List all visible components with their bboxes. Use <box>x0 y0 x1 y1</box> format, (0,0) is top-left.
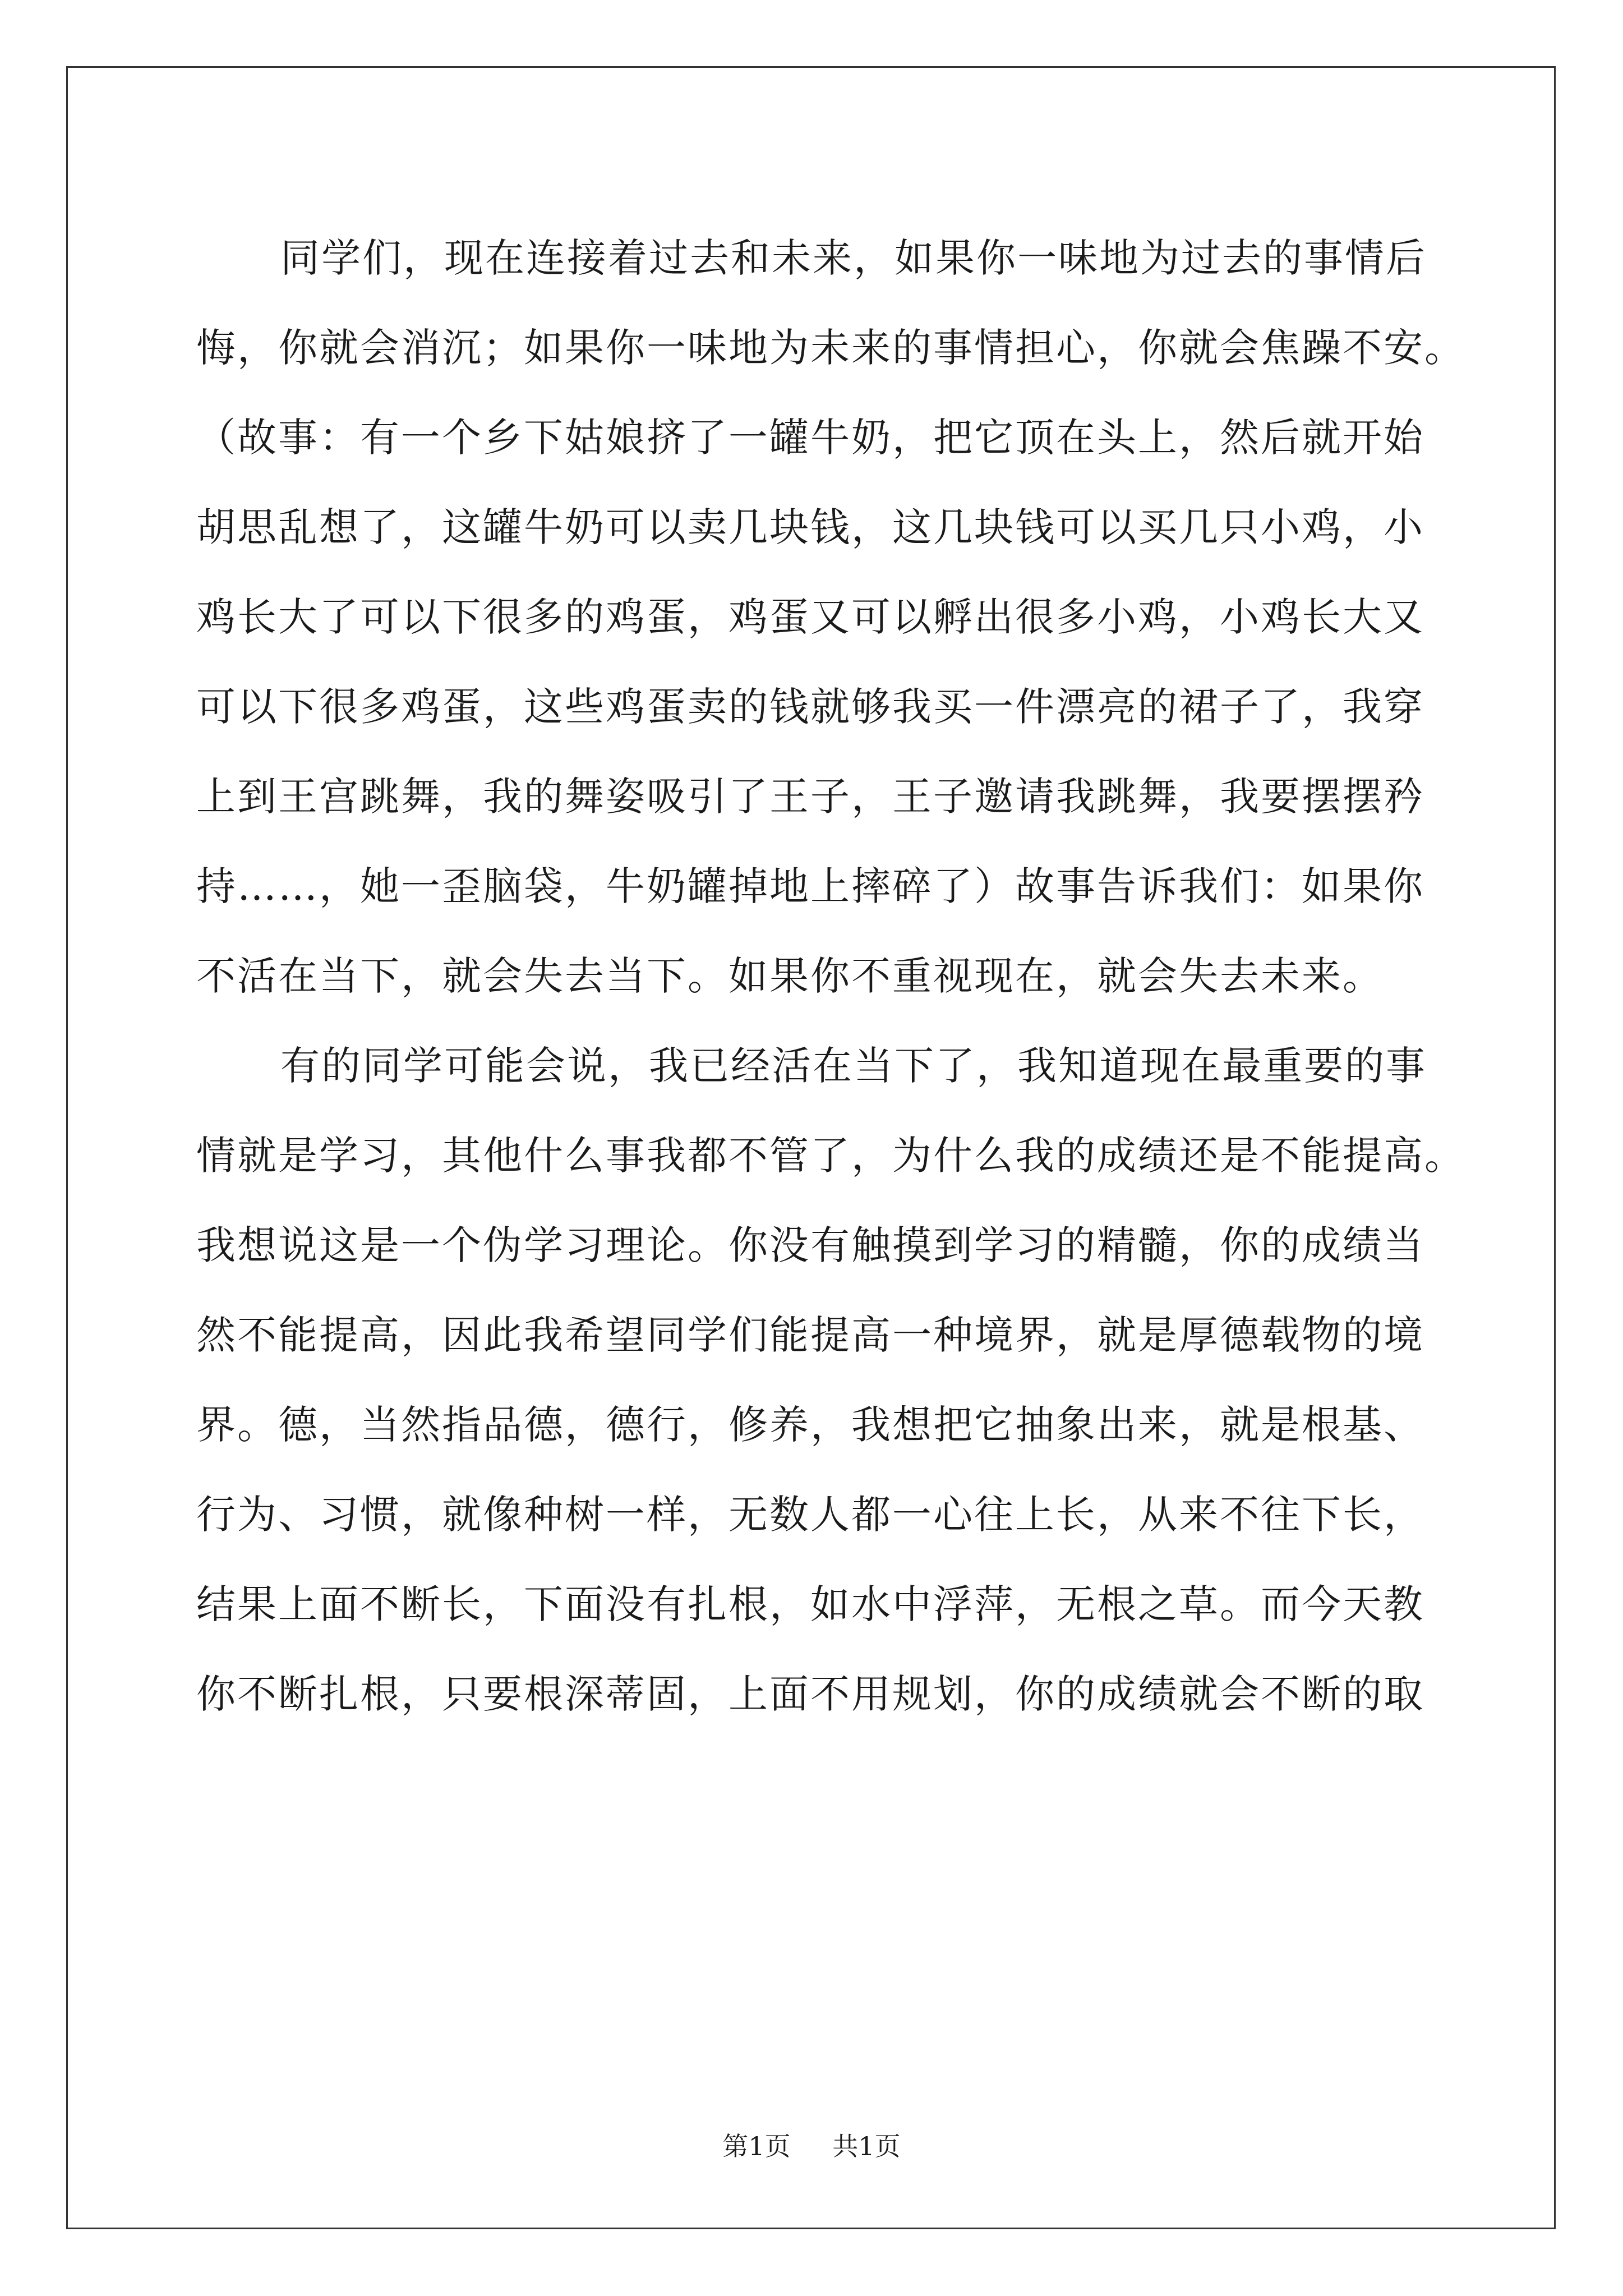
page-number: 第1页 <box>722 2131 791 2161</box>
text-line: 界。德，当然指品德，德行，修养，我想把它抽象出来，就是根基、 <box>196 1402 1424 1448</box>
text-line: 我想说这是一个伪学习理论。你没有触摸到学习的精髓，你的成绩当 <box>196 1222 1424 1268</box>
text-line: （故事：有一个乡下姑娘挤了一罐牛奶，把它顶在头上，然后就开始 <box>196 415 1424 461</box>
text-line: 不活在当下，就会失去当下。如果你不重视现在，就会失去未来。 <box>196 953 1384 999</box>
text-line: 情就是学习，其他什么事我都不管了，为什么我的成绩还是不能提高。 <box>196 1133 1465 1179</box>
page-footer <box>0 2126 1623 2163</box>
text-line: 结果上面不断长，下面没有扎根，如水中浮萍，无根之草。而今天教 <box>196 1581 1424 1627</box>
text-line: 悔，你就会消沉；如果你一味地为未来的事情担心，你就会焦躁不安。 <box>196 325 1465 371</box>
document-body <box>196 213 1486 1739</box>
text-line: 有的同学可能会说，我已经活在当下了，我知道现在最重要的事 <box>280 1043 1427 1089</box>
text-line: 同学们，现在连接着过去和未来，如果你一味地为过去的事情后 <box>280 235 1427 281</box>
text-line: 鸡长大了可以下很多的鸡蛋，鸡蛋又可以孵出很多小鸡，小鸡长大又 <box>196 594 1424 640</box>
text-line: 你不断扎根，只要根深蒂固，上面不用规划，你的成绩就会不断的取 <box>196 1671 1424 1717</box>
text-line: 胡思乱想了，这罐牛奶可以卖几块钱，这几块钱可以买几只小鸡，小 <box>196 504 1424 550</box>
text-line: 可以下很多鸡蛋，这些鸡蛋卖的钱就够我买一件漂亮的裙子了，我穿 <box>196 684 1424 730</box>
text-line: 行为、习惯，就像种树一样，无数人都一心往上长，从来不往下长， <box>196 1492 1424 1538</box>
text-line: 然不能提高，因此我希望同学们能提高一种境界，就是厚德载物的境 <box>196 1312 1424 1358</box>
page-total: 共1页 <box>832 2131 901 2161</box>
text-line: 持……，她一歪脑袋，牛奶罐掉地上摔碎了）故事告诉我们：如果你 <box>196 863 1424 909</box>
text-line: 上到王宫跳舞，我的舞姿吸引了王子，王子邀请我跳舞，我要摆摆矜 <box>196 774 1424 820</box>
